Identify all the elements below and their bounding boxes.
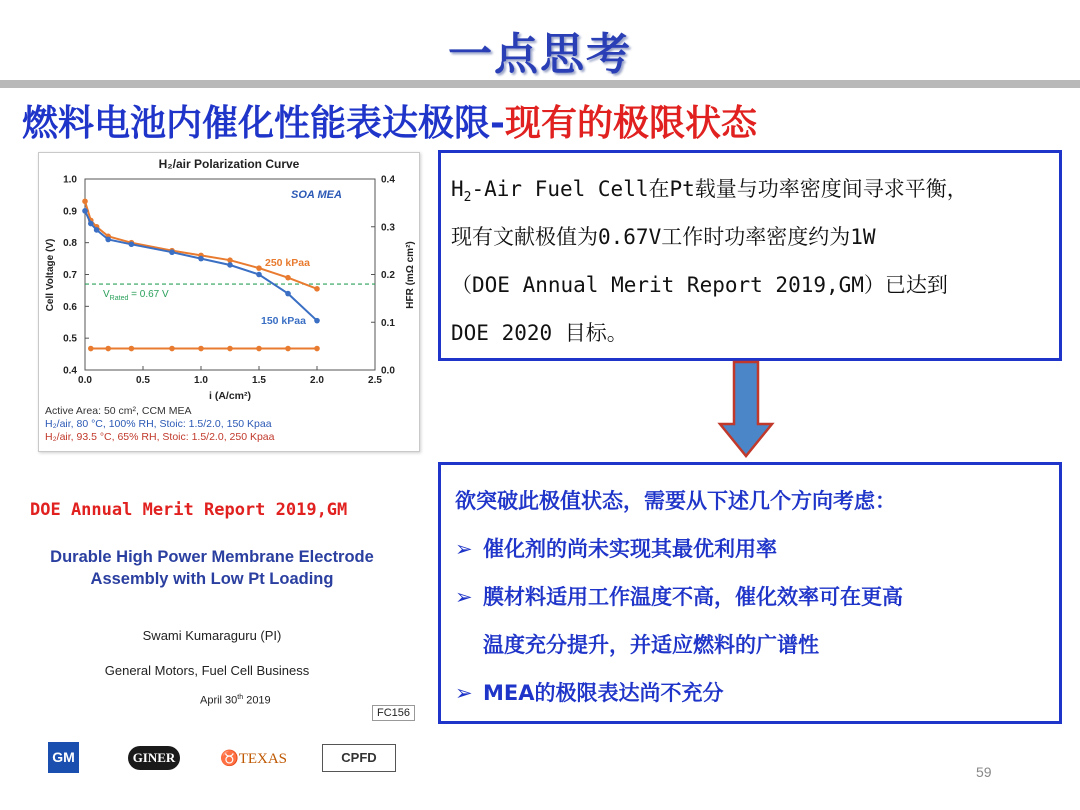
subtitle-blue: 燃料电池内催化性能表达极限- — [22, 103, 505, 144]
rated-v: V — [103, 289, 110, 301]
doe-date-a: April 30 — [200, 694, 238, 707]
doe-title-line-2: Assembly with Low Pt Loading — [90, 570, 334, 588]
series-point-1 — [314, 318, 320, 324]
series-point-1 — [94, 227, 100, 233]
series-point-1 — [285, 291, 291, 297]
series-point-2 — [129, 346, 135, 352]
bullet-arrow-icon: ➢ — [455, 681, 473, 705]
giner-logo: GINER — [128, 746, 180, 770]
finding-line-3: （DOE Annual Merit Report 2019,GM）已达到 — [451, 273, 948, 297]
doe-report-cover — [20, 488, 420, 730]
series-point-2 — [285, 346, 291, 352]
x-tick-label: 2.0 — [310, 375, 324, 386]
doe-date — [200, 694, 271, 707]
series-label-250: 250 kPaa — [265, 257, 310, 269]
polarization-chart — [38, 152, 420, 452]
cpfd-logo: CPFD — [322, 744, 396, 772]
y2-tick-label: 0.4 — [381, 174, 395, 186]
rated-value: = 0.67 V — [128, 289, 169, 301]
y2-tick-label: 0.1 — [381, 317, 395, 329]
chart-series — [82, 198, 320, 351]
series-point-2 — [227, 346, 233, 352]
chart-plot-area — [85, 179, 375, 370]
series-point-0 — [82, 198, 88, 204]
series-label-150: 150 kPaa — [261, 315, 306, 327]
series-point-1 — [169, 249, 175, 255]
y-tick-label: 0.6 — [63, 301, 77, 313]
series-point-1 — [105, 237, 111, 243]
slide-subtitle — [22, 95, 757, 146]
finding-h: H — [451, 177, 464, 201]
finding-h-sub: 2 — [463, 190, 472, 206]
doe-project-tag: FC156 — [372, 705, 415, 721]
doe-report-header: DOE Annual Merit Report 2019,GM — [30, 500, 348, 520]
y-tick-label: 0.5 — [63, 333, 77, 345]
finding-line-4: DOE 2020 目标。 — [451, 321, 628, 345]
series-point-0 — [314, 286, 320, 292]
series-point-1 — [198, 256, 204, 262]
bullet-arrow-icon: ➢ — [455, 585, 473, 609]
series-point-1 — [82, 208, 88, 214]
finding-line-1-rest: -Air Fuel Cell在Pt载量与功率密度间寻求平衡， — [471, 177, 968, 201]
x-tick-label: 2.5 — [368, 375, 382, 386]
chart-title: H₂/air Polarization Curve — [158, 157, 300, 171]
finding-line-2: 现有文献极值为0.67V工作时功率密度约为1W — [451, 225, 876, 249]
x-axis-label: i (A/cm²) — [209, 390, 251, 402]
doe-date-b: 2019 — [243, 694, 271, 707]
consider-item-2-text-b: 温度充分提升，并适应燃料的广谱性 — [483, 633, 819, 657]
doe-title-line-1: Durable High Power Membrane Electrode — [50, 548, 374, 566]
y2-tick-label: 0.0 — [381, 365, 395, 377]
y-tick-label: 0.8 — [63, 238, 77, 250]
doe-date-sup: th — [237, 694, 244, 701]
doe-report-title — [20, 546, 404, 590]
page-number: 59 — [976, 764, 992, 780]
consider-item-3-text: MEA的极限表达尚不充分 — [483, 681, 724, 705]
y2-tick-label: 0.2 — [381, 270, 395, 281]
doe-organization: General Motors, Fuel Cell Business — [104, 663, 310, 678]
title-divider — [0, 80, 1080, 88]
gm-logo: GM — [48, 742, 79, 773]
series-point-2 — [105, 346, 111, 352]
series-point-0 — [285, 275, 291, 281]
series-point-1 — [256, 272, 262, 278]
chart-ticks — [63, 175, 395, 387]
sponsor-logos — [48, 742, 408, 776]
bullet-arrow-icon: ➢ — [455, 537, 473, 561]
series-point-2 — [88, 346, 94, 352]
consider-item-1-text: 催化剂的尚未实现其最优利用率 — [483, 537, 777, 561]
consideration-textbox — [438, 462, 1062, 724]
consider-intro: 欲突破此极值状态，需要从下述几个方向考虑： — [455, 489, 896, 513]
series-point-1 — [88, 221, 94, 227]
series-point-2 — [314, 346, 320, 352]
y-tick-label: 0.9 — [63, 206, 77, 218]
consider-item-3 — [455, 677, 724, 707]
consider-item-2-text: 膜材料适用工作温度不高，催化效率可在更高 — [483, 585, 903, 609]
y-tick-label: 0.7 — [63, 270, 77, 281]
doe-author: Swami Kumaraguru (PI) — [142, 628, 282, 643]
series-point-1 — [227, 262, 233, 268]
chart-notes — [45, 405, 274, 444]
x-tick-label: 0.0 — [78, 375, 92, 386]
chart-note-area: Active Area: 50 cm², CCM MEA — [45, 405, 192, 417]
x-tick-label: 1.5 — [252, 375, 266, 386]
series-point-2 — [256, 346, 262, 352]
texas-logo-text: TEXAS — [238, 751, 288, 767]
series-point-0 — [227, 257, 233, 263]
texas-logo — [220, 749, 287, 768]
finding-line-1 — [451, 173, 968, 205]
consider-item-2 — [455, 581, 903, 611]
annotation-soa-mea: SOA MEA — [291, 189, 342, 201]
series-point-2 — [198, 346, 204, 352]
finding-textbox — [438, 150, 1062, 361]
y2-axis-label: HFR (mΩ cm²) — [405, 241, 416, 309]
subtitle-red: 现有的极限状态 — [504, 103, 757, 144]
consider-item-2-cont — [455, 629, 819, 659]
y2-tick-label: 0.3 — [381, 222, 395, 234]
x-tick-label: 0.5 — [136, 375, 150, 386]
texas-longhorn-icon: ♉ — [220, 751, 239, 767]
down-arrow-icon — [716, 360, 776, 460]
y-axis-label: Cell Voltage (V) — [45, 238, 56, 312]
rated-voltage-label — [103, 289, 169, 302]
y-tick-label: 0.4 — [63, 365, 77, 377]
slide-title: 一点思考 — [448, 29, 632, 80]
series-line-0 — [85, 201, 317, 288]
series-point-0 — [256, 265, 262, 271]
y-tick-label: 1.0 — [63, 174, 77, 186]
series-point-1 — [129, 241, 135, 247]
series-point-2 — [169, 346, 175, 352]
consider-item-1 — [455, 533, 777, 563]
chart-note-150: H₂/air, 80 °C, 100% RH, Stoic: 1.5/2.0, 150 Kpaa — [45, 418, 272, 430]
x-tick-label: 1.0 — [194, 375, 208, 386]
rated-sub: Rated — [109, 295, 129, 303]
chart-note-250: H₂/air, 93.5 °C, 65% RH, Stoic: 1.5/2.0, 250 Kpaa — [45, 431, 275, 443]
